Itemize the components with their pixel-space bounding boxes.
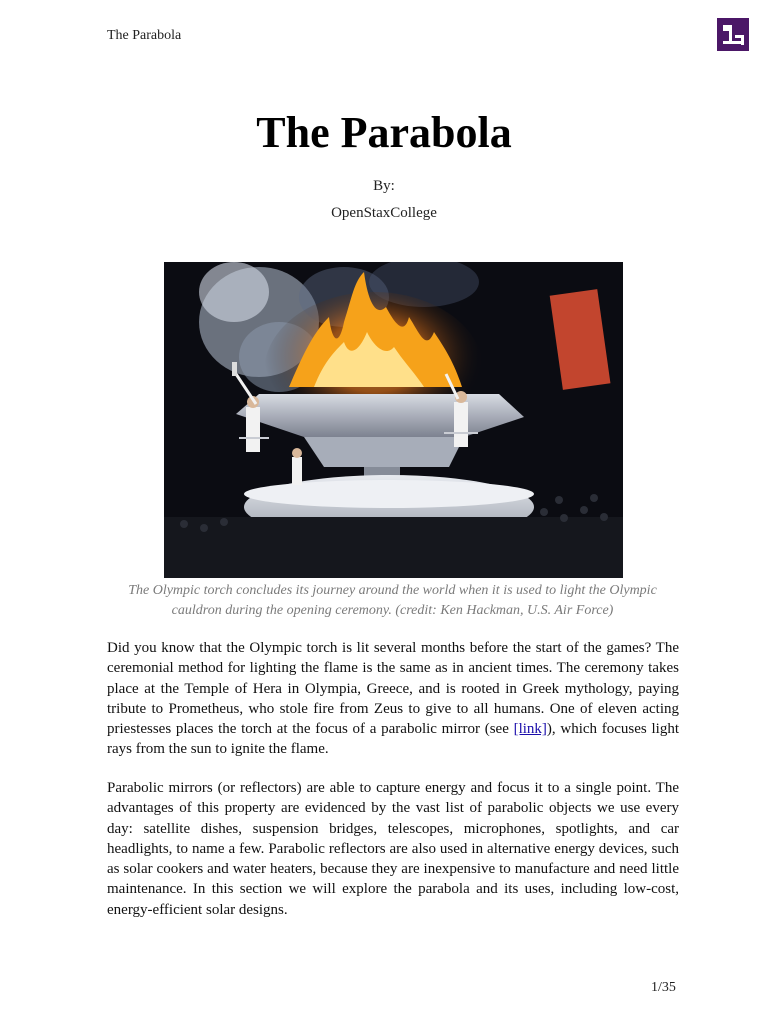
paragraph-text: Did you know that the Olympic torch is lit several months before the start of the games? The ceremonial method for lighting the flame is the same as in ancient times. The ceremony takes place at the Temple of Hera in Olympia, Greece, and is rooted in Greek mythology, paying tribute to Prometheus, who stole fire from Zeus to give to all humans. One of eleven acting priestesses places the torch at the focus of a parabolic mirror (see bbox=[107, 640, 679, 738]
paragraph-text: ), which focuses light rays from the sun to ignite the flame. bbox=[107, 721, 680, 758]
figure-reference-link[interactable]: [link] bbox=[513, 721, 547, 738]
intro-paragraph bbox=[107, 638, 679, 760]
page-number: 1/35 bbox=[651, 980, 676, 995]
body-paragraph: Parabolic mirrors (or reflectors) are able to capture energy and focus it to a single point. The advantages of this property are evidenced by the vast list of parabolic objects we use every day: satellite dishes, suspension bridges, telescopes, microphones, spotlights, and car headlights, to name a few. Parabolic reflectors are also used in alternative energy devices, such as solar cookers and water heaters, because they are inexpensive to manufacture and need little maintenance. In this section we will explore the parabola and its uses, including low-cost, energy-efficient solar designs. bbox=[107, 780, 679, 918]
document-title: The Parabola bbox=[256, 108, 512, 157]
by-label: By: bbox=[373, 178, 395, 194]
running-header-title: The Parabola bbox=[107, 28, 182, 43]
author-name: OpenStaxCollege bbox=[331, 205, 437, 221]
olympic-cauldron-photo bbox=[164, 262, 623, 578]
figure-caption: The Olympic torch concludes its journey around the world when it is used to light the Olympic cauldron during the opening ceremony. (credit: Ken Hackman, U.S. Air Force) bbox=[128, 583, 657, 618]
openstax-logo-icon bbox=[717, 18, 749, 51]
